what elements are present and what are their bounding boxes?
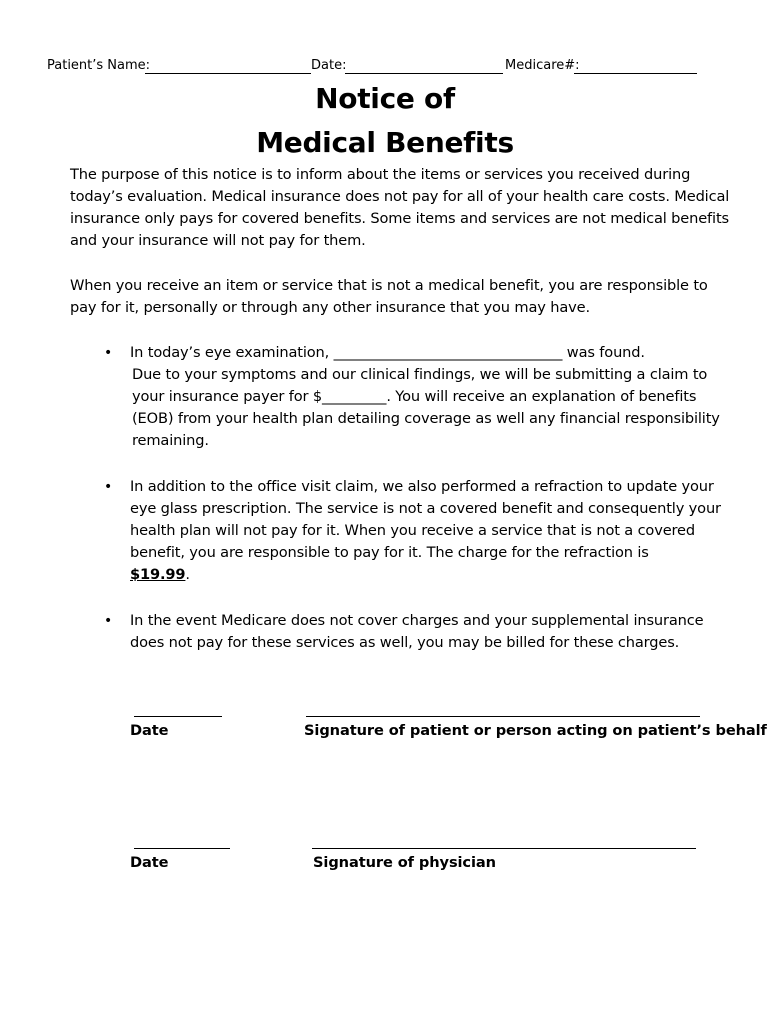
physician-signature-line[interactable] — [312, 848, 696, 849]
physician-date-label: Date — [130, 854, 169, 871]
page-title-line1: Notice of — [315, 82, 455, 115]
date-line — [345, 73, 503, 74]
bullet-refraction-text: In addition to the office visit claim, we also performed a refraction to update your eye glass prescription. The service is not a covered benefit and consequently your health plan will not pay for it. When you receive a service that is not a covered benefit, you are responsible to pay for it. The charge for the refraction is — [130, 478, 721, 561]
patient-name-label: Patient’s Name: — [47, 58, 151, 73]
responsibility-paragraph: When you receive an item or service that is not a medical benefit, you are responsible to pay for it, personally or through any other insurance that you may have. — [70, 277, 708, 316]
refraction-price: $19.99 — [130, 566, 186, 583]
patient-name-field[interactable] — [47, 58, 150, 74]
bullet-dot-3: • — [104, 613, 113, 629]
medicare-field[interactable] — [505, 58, 580, 74]
purpose-paragraph: The purpose of this notice is to inform about the items or services you received during today’s evaluation. Medical insurance does not pay for all of your health care costs. Medical insurance only pays for covered benefits. Some items and services are not medical benefits and your insurance will not pay for them. — [70, 166, 730, 249]
physician-signature-label: Signature of physician — [313, 854, 496, 871]
bullet-exam-finding — [130, 342, 730, 452]
header-fields — [47, 58, 697, 76]
bullet-refraction — [130, 476, 730, 586]
patient-date-label: Date — [130, 722, 169, 739]
medicare-line — [574, 73, 697, 74]
date-field[interactable] — [311, 58, 346, 74]
bullet-dot-1: • — [104, 345, 113, 361]
bullet-medicare: In the event Medicare does not cover charges and your supplemental insurance does not pay for these services as well, you may be billed for these charges. — [130, 612, 704, 651]
bullet-dot-2: • — [104, 479, 113, 495]
bullet-exam-finding-body: Due to your symptoms and our clinical findings, we will be submitting a claim to your insurance payer for $_________. You will receive an explanation of benefits (EOB) from your health plan detailing coverage as well any financial responsibility remaining. — [132, 366, 720, 449]
medicare-label: Medicare#: — [505, 58, 580, 73]
date-label: Date: — [311, 58, 347, 73]
page-title-line2: Medical Benefits — [256, 126, 514, 159]
patient-name-line — [145, 73, 311, 74]
physician-date-line[interactable] — [134, 848, 230, 849]
patient-signature-line[interactable] — [306, 716, 700, 717]
patient-signature-label: Signature of patient or person acting on patient’s behalf — [304, 722, 767, 739]
patient-date-line[interactable] — [134, 716, 222, 717]
refraction-period: . — [185, 566, 190, 583]
bullet-exam-finding-line1: In today’s eye examination, ________________________________ was found. — [130, 344, 645, 361]
